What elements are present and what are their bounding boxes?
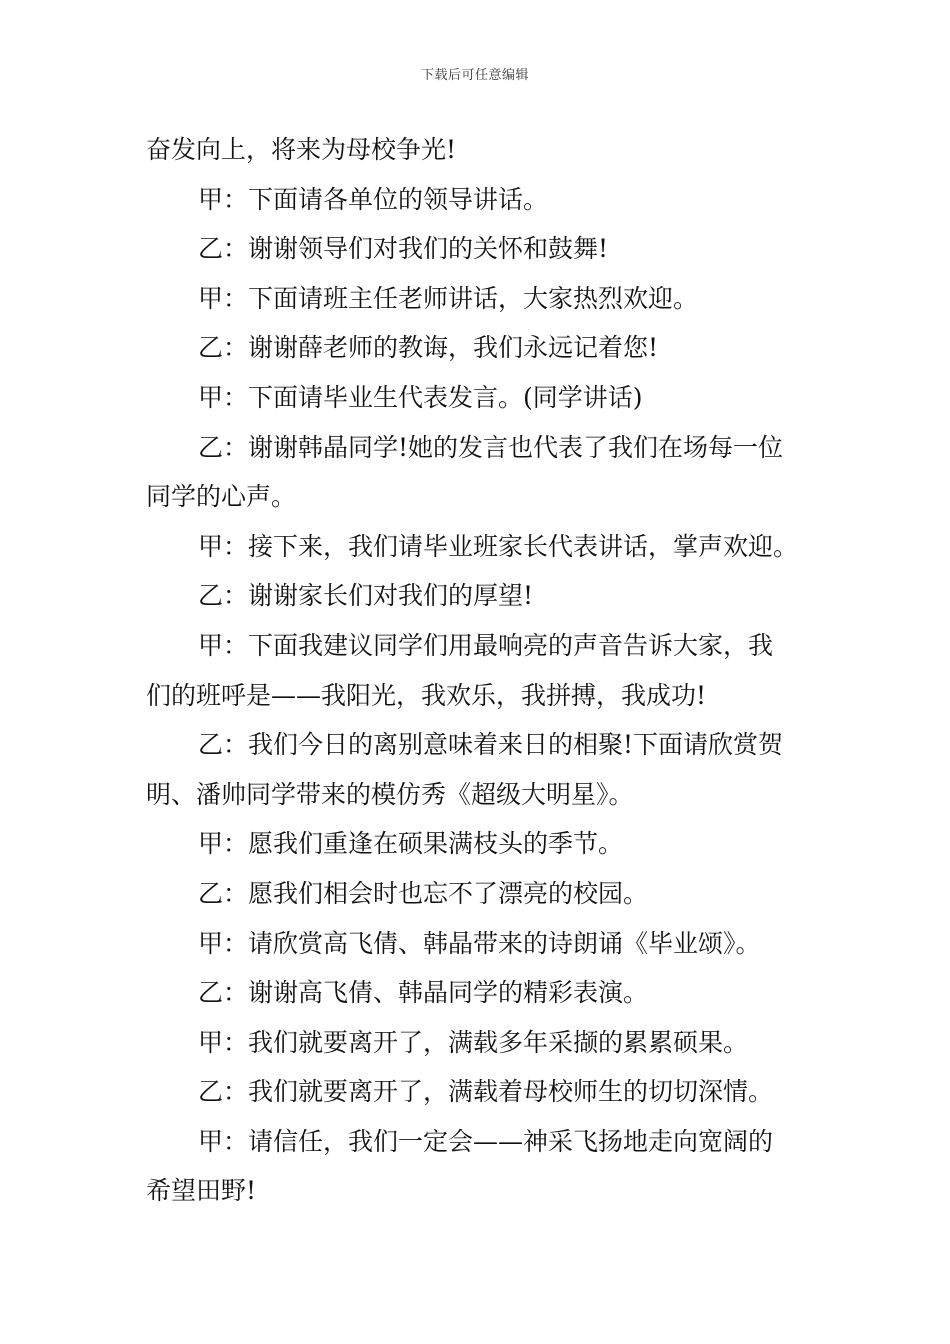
text-line-2: 甲：下面请各单位的领导讲话。 — [198, 184, 549, 214]
text-line-22: 希望田野! — [146, 1176, 257, 1206]
text-line-3: 乙：谢谢领导们对我们的关怀和鼓舞! — [198, 234, 609, 264]
text-line-11: 甲：下面我建议同学们用最响亮的声音告诉大家，我 — [198, 630, 774, 660]
text-line-8: 同学的心声。 — [146, 482, 297, 512]
text-line-16: 乙：愿我们相会时也忘不了漂亮的校园。 — [198, 878, 649, 908]
text-line-18: 乙：谢谢高飞倩、韩晶同学的精彩表演。 — [198, 978, 649, 1008]
text-line-15: 甲：愿我们重逢在硕果满枝头的季节。 — [198, 829, 624, 859]
page-header: 下载后可任意编辑 — [420, 68, 529, 83]
document-body — [146, 125, 808, 1216]
text-line-14: 明、潘帅同学带来的模仿秀《超级大明星》。 — [146, 779, 634, 809]
text-line-21: 甲：请信任，我们一定会——神采飞扬地走向宽阔的 — [198, 1126, 774, 1156]
text-line-12: 们的班呼是——我阳光，我欢乐，我拼搏，我成功! — [146, 680, 707, 710]
text-line-17: 甲：请欣赏高飞倩、韩晶带来的诗朗诵《毕业颂》。 — [198, 928, 761, 958]
text-line-10: 乙：谢谢家长们对我们的厚望! — [198, 581, 534, 611]
text-line-20: 乙：我们就要离开了，满载着母校师生的切切深情。 — [198, 1077, 774, 1107]
text-line-7: 乙：谢谢韩晶同学!她的发言也代表了我们在场每一位 — [198, 432, 784, 462]
text-line-1: 奋发向上，将来为母校争光! — [146, 135, 457, 164]
text-line-4: 甲：下面请班主任老师讲话，大家热烈欢迎。 — [198, 283, 699, 313]
text-line-9: 甲：接下来，我们请毕业班家长代表讲话，掌声欢迎。 — [198, 531, 799, 561]
text-line-13: 乙：我们今日的离别意味着来日的相聚!下面请欣赏贺 — [198, 730, 784, 760]
text-line-5: 乙：谢谢薛老师的教诲，我们永远记着您! — [198, 333, 659, 363]
text-line-19: 甲：我们就要离开了，满载多年采撷的累累硕果。 — [198, 1027, 749, 1057]
text-line-6: 甲：下面请毕业生代表发言。(同学讲话) — [198, 382, 643, 412]
